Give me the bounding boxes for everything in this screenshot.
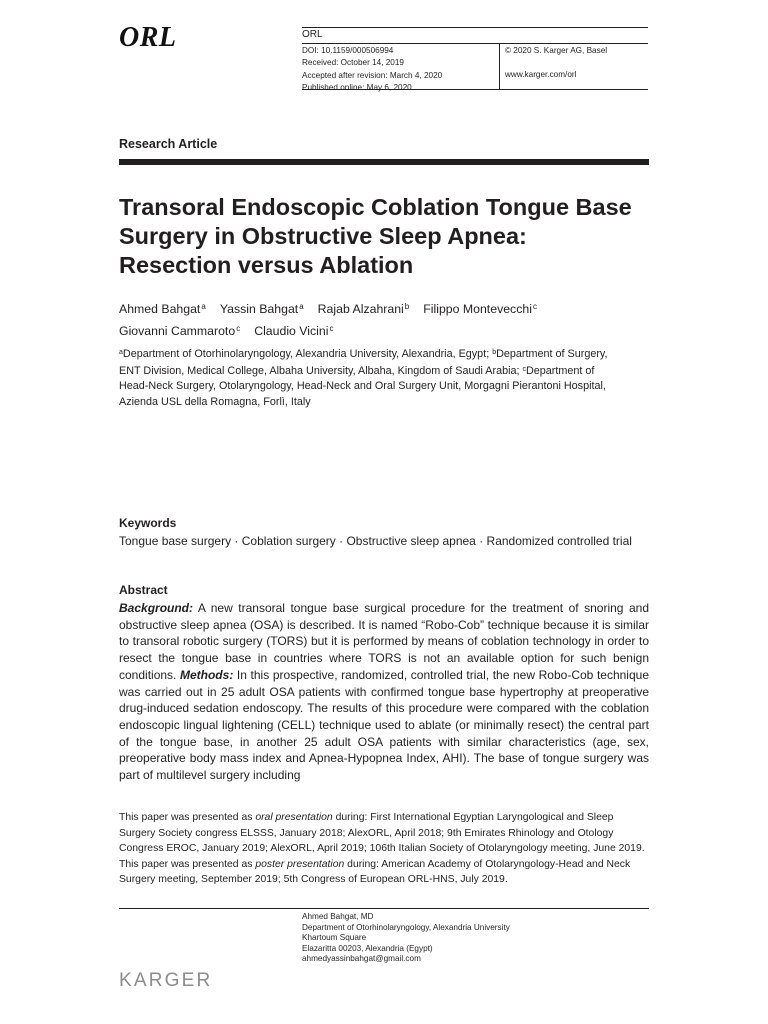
- journal-website-link[interactable]: www.karger.com/orl: [505, 70, 577, 80]
- publication-info: [302, 45, 442, 95]
- correspondence-dept: Department of Otorhinolaryngology, Alexandria University: [302, 922, 510, 932]
- affiliations: $^a$Department of Otorhinolaryngology, Alexandria University, Alexandria, Egypt; $^b$Department of Surgery, ENT Division, Medical College, Albaha University, Albaha, Kingdom of Saudi Arabia; $^c$Department of Head-Neck Surgery, Otolaryngology, Head-Neck and Oral Surgery Unit, Morgagni Pierantoni Hospital, Azienda USL della Romagna, Forlì, Italy: [119, 348, 608, 408]
- copyright: © 2020 S. Karger AG, Basel: [505, 46, 608, 55]
- methods-label: Methods:: [179, 667, 234, 682]
- article-type: Research Article: [119, 137, 218, 151]
- affiliation-c: Department of Head-Neck Surgery, Otolaryngology, Head-Neck and Oral Surgery Unit, Morgagni Pierantoni Hospital, Azienda USL della Romagna, Forlì, Italy: [119, 365, 606, 408]
- header-top-rule: [302, 27, 648, 28]
- correspondence-name: Ahmed Bahgat, MD: [302, 912, 374, 921]
- accepted-date: Accepted after revision: March 4, 2020: [302, 70, 443, 80]
- presentation-note: This paper was presented as oral presentation during: First International Egyptian Laryngological and Sleep Surgery Society congress ELSSS, January 2018; AlexORL, April 2018; 9th Emirates Rhinology and Otology Congress EROC, January 2019; AlexORL, April 2019; 106th Italian Society of Otolaryngology meeting, June 2019. This paper was presented as poster presentation during: American Academy of Otolaryngology-Head and Neck Surgery meeting, September 2019; 5th Congress of European ORL-HNS, July 2019.: [119, 812, 645, 886]
- received-date: Received: October 14, 2019: [302, 58, 404, 68]
- footer-rule: [119, 908, 649, 909]
- affiliation-b: Department of Surgery, ENT Division, Medical College, Albaha University, Albaha, Kingdom of Saudi Arabia;: [119, 348, 608, 378]
- correspondence-city: Elazaritta 00203, Alexandria (Egypt): [302, 943, 433, 953]
- abstract-heading: Abstract: [119, 583, 168, 597]
- author-name[interactable]: Rajab Alzahrani$^b$: [317, 302, 410, 316]
- header-divider: [499, 44, 500, 89]
- correspondence: [302, 912, 510, 965]
- doi[interactable]: DOI: 10.1159/000506994: [302, 46, 394, 55]
- article-title: Transoral Endoscopic Coblation Tongue Base Surgery in Obstructive Sleep Apnea: Resection versus Ablation: [119, 194, 632, 278]
- methods-text: In this prospective, randomized, controlled trial, the new Robo-Cob technique was carried out in 25 adult OSA patients with confirmed tongue base hypertrophy at preoperative drug-induced sedation endoscopy. The results of this procedure were compared with the coblation endoscopic lingual lightening (CELL) technique used to ablate (or minimally resect) the central part of the tongue base, in another 25 adult OSA patients with similar characteristics (age, sex, preoperative body mass index and Apnea-Hypopnea Index, AHI). The base of tongue surgery was part of multilevel surgery including: [119, 667, 649, 783]
- journal-name: ORL: [302, 29, 323, 40]
- author-name[interactable]: Filippo Montevecchi$^c$: [423, 302, 537, 316]
- published-date: Published online: May 6, 2020: [302, 83, 412, 93]
- author-list: [119, 297, 659, 341]
- correspondence-street: Khartoum Square: [302, 933, 367, 943]
- title-rule: [119, 159, 649, 165]
- author-name[interactable]: Yassin Bahgat$^a$: [219, 302, 304, 316]
- journal-logo: ORL: [119, 22, 177, 53]
- header-bottom-rule: [302, 89, 648, 90]
- author-name[interactable]: Ahmed Bahgat$^a$: [119, 302, 206, 316]
- correspondence-email[interactable]: ahmedyassinbahgat@gmail.com: [302, 954, 421, 964]
- publisher-info: [505, 45, 607, 82]
- keywords-heading: Keywords: [119, 516, 177, 530]
- background-label: Background:: [119, 601, 194, 615]
- affiliation-a: Department of Otorhinolaryngology, Alexandria University, Alexandria, Egypt;: [122, 348, 490, 360]
- background-text: A new transoral tongue base surgical procedure for the treatment of snoring and obstructive sleep apnea (OSA) is described. It is named “Robo-Cob” technique because it is similar to transoral robotic surgery (TORS) but it is performed by means of coblation technology in order to resect the tongue base in countries where TORS is not an available option for such benign conditions.: [119, 601, 649, 682]
- keywords-text: Tongue base surgery · Coblation surgery · Obstructive sleep apnea · Randomized controlled trial: [119, 534, 632, 548]
- publisher-logo: KARGER: [119, 970, 213, 991]
- header-mid-rule: [302, 43, 648, 44]
- author-name[interactable]: Giovanni Cammaroto$^c$: [119, 324, 241, 338]
- author-name[interactable]: Claudio Vicini$^c$: [254, 324, 334, 338]
- abstract-body: [119, 600, 649, 784]
